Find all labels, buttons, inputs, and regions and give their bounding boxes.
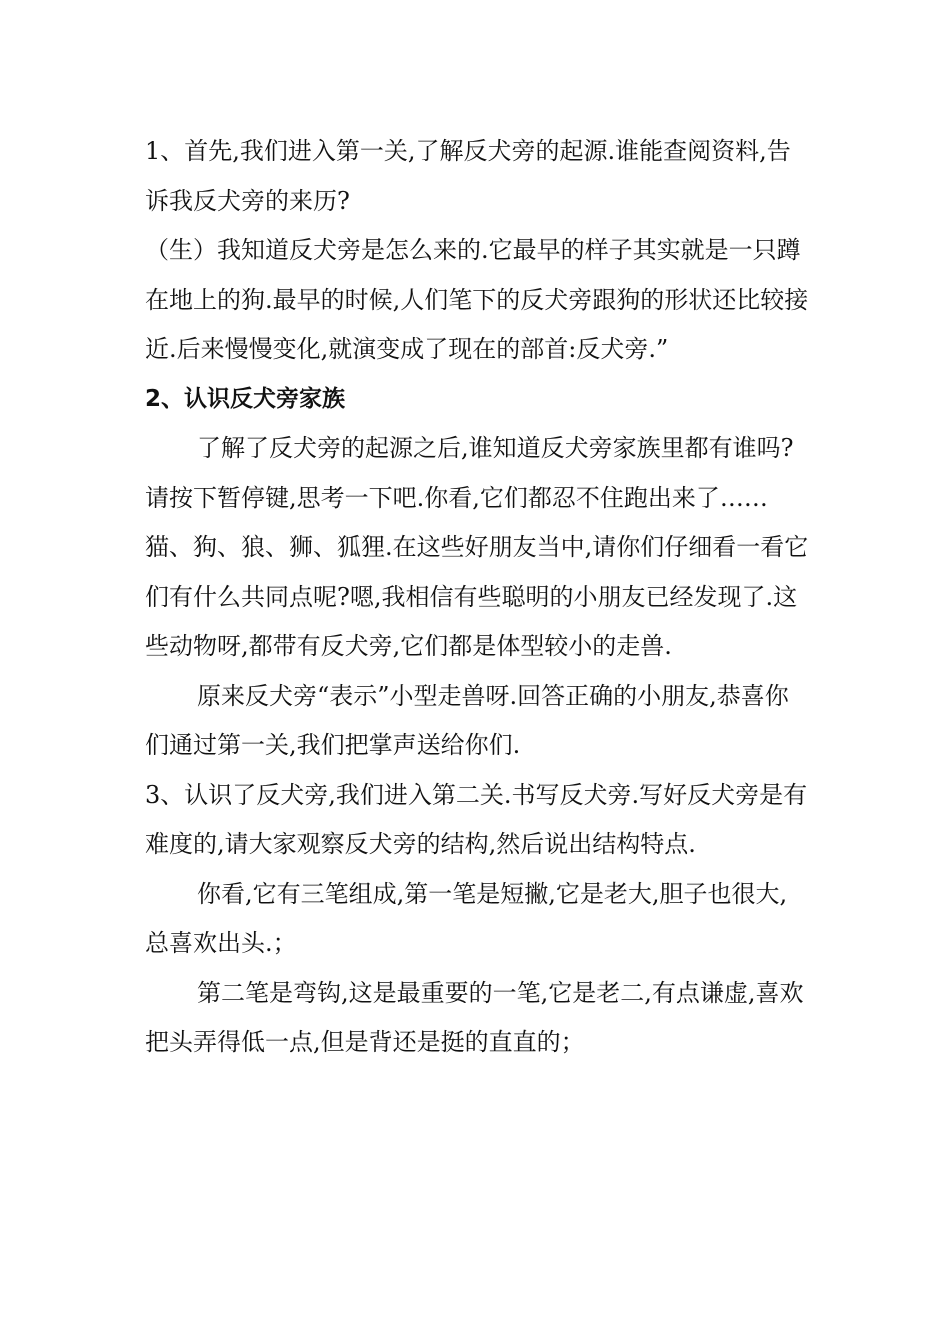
paragraph-first-level-summary: 原来反犬旁“表示”小型走兽呀.回答正确的小朋友,恭喜你们通过第一关,我们把掌声送给你们.	[145, 681, 789, 759]
paragraph-radical-family: 了解了反犬旁的起源之后,谁知道反犬旁家族里都有谁吗?请按下暂停键,思考一下吧.你看,它们都忍不住跑出来了……猫、狗、狼、狮、狐狸.在这些好朋友当中,请你们仔细看一看它们有什么共同点呢?嗯,我相信有些聪明的小朋友已经发现了.这些动物呀,都带有反犬旁,它们都是体型较小的走兽.	[145, 434, 809, 660]
paragraph-student-answer: （生）我知道反犬旁是怎么来的.它最早的样子其实就是一只蹲在地上的狗.最早的时候,人们笔下的反犬旁跟狗的形状还比较接近.后来慢慢变化,就演变成了现在的部首:反犬旁.”	[145, 236, 809, 363]
paragraph-second-stroke: 第二笔是弯钩,这是最重要的一笔,它是老二,有点谦虚,喜欢把头弄得低一点,但是背还是挺的直直的；	[145, 978, 804, 1056]
paragraph-second-level-intro: 3、认识了反犬旁,我们进入第二关.书写反犬旁.写好反犬旁是有难度的,请大家观察反犬旁的结构,然后说出结构特点.	[145, 780, 808, 858]
paragraph-origin-question: 1、首先,我们进入第一关,了解反犬旁的起源.谁能查阅资料,告诉我反犬旁的来历?	[145, 137, 791, 215]
document-body	[145, 127, 810, 1068]
paragraph-first-stroke: 你看,它有三笔组成,第一笔是短撇,它是老大,胆子也很大,总喜欢出头.；	[145, 879, 788, 957]
section-heading-radical-family: 2、认识反犬旁家族	[145, 385, 346, 412]
